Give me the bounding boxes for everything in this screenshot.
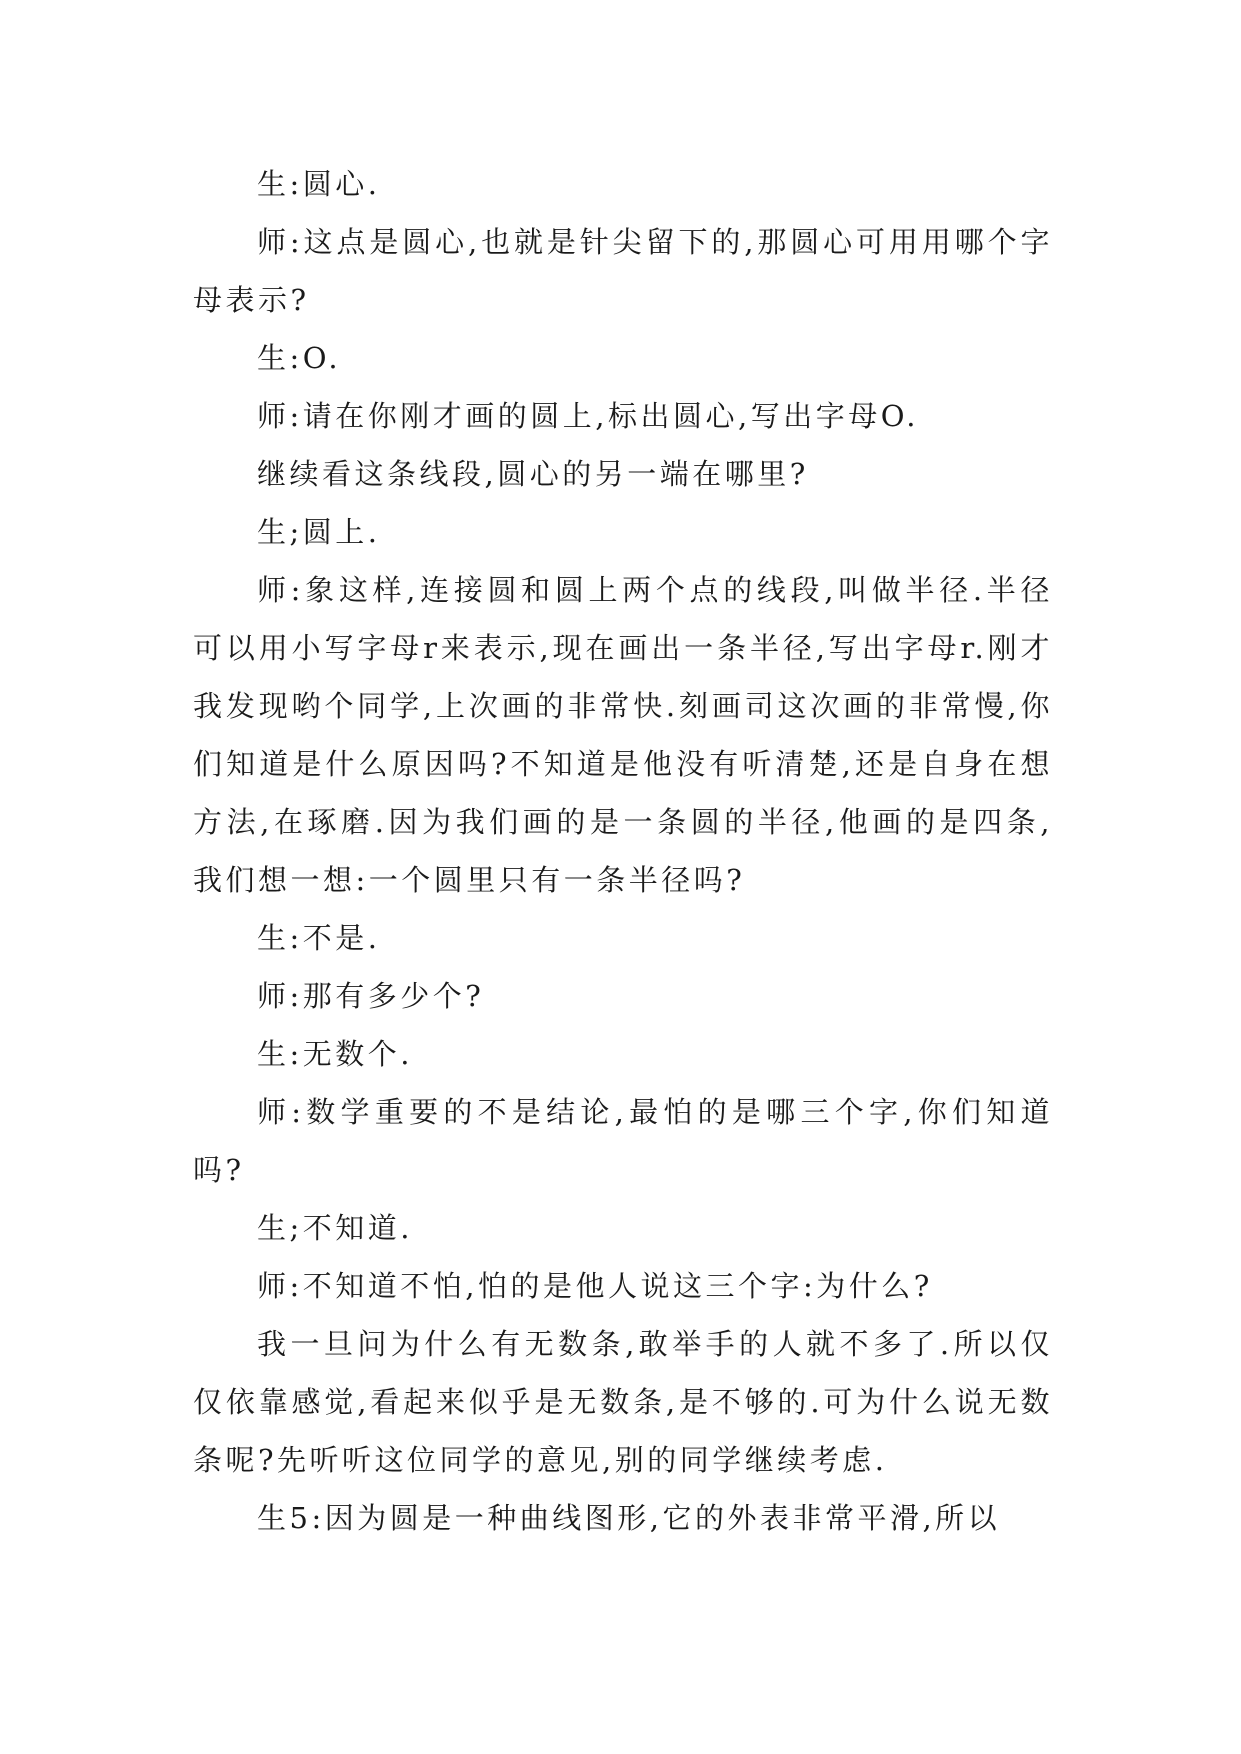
paragraph: 生:O. (257, 341, 342, 375)
paragraph: 继续看这条线段,圆心的另一端在哪里? (257, 457, 809, 491)
paragraph: 我一旦问为什么有无数条,敢举手的人就不多了.所以仅仅依靠感觉,看起来似乎是无数条,是不够的.可为什么说无数条呢?先听听这位同学的意见,别的同学继续考虑. (193, 1327, 1053, 1477)
paragraph: 师:不知道不怕,怕的是他人说这三个字:为什么? (257, 1269, 933, 1303)
paragraph: 生:无数个. (257, 1037, 413, 1071)
paragraph: 师:象这样,连接圆和圆上两个点的线段,叫做半径.半径可以用小写字母r来表示,现在画出一条半径,写出字母r.刚才我发现哟个同学,上次画的非常快.刻画司这次画的非常慢,你们知道是什么原因吗?不知道是他没有听清楚,还是自身在想方法,在琢磨.因为我们画的是一条圆的半径,他画的是四条,我们想一想:一个圆里只有一条半径吗? (193, 573, 1053, 897)
paragraph: 生:不是. (257, 921, 381, 955)
paragraph: 师:这点是圆心,也就是针尖留下的,那圆心可用用哪个字母表示? (193, 225, 1053, 317)
paragraph: 师:数学重要的不是结论,最怕的是哪三个字,你们知道吗? (193, 1095, 1053, 1187)
paragraph: 师:请在你刚才画的圆上,标出圆心,写出字母O. (257, 399, 920, 433)
paragraph: 生;不知道. (257, 1211, 413, 1245)
document-body (193, 155, 1053, 1547)
paragraph: 生:圆心. (257, 167, 381, 201)
paragraph: 生;圆上. (257, 515, 381, 549)
paragraph: 师:那有多少个? (257, 979, 485, 1013)
paragraph: 生5:因为圆是一种曲线图形,它的外表非常平滑,所以 (257, 1501, 1001, 1535)
